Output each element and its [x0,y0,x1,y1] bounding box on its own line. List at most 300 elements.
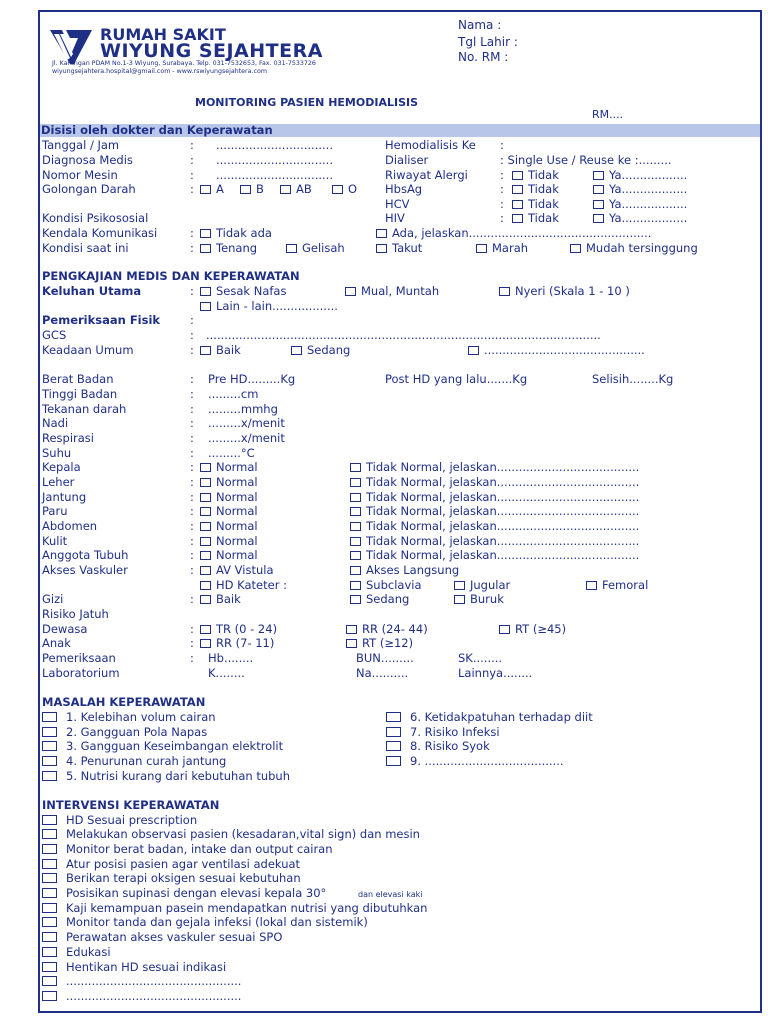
form-text-value: Kondisi saat ini [42,241,129,255]
checkbox-option[interactable] [512,168,559,182]
checkbox-option[interactable] [386,725,500,739]
form-text-value: Ya.................. [609,197,688,211]
form-text-value: Jugular [470,578,511,592]
form-text [356,651,414,665]
checkbox[interactable] [200,463,211,472]
form-text [42,666,120,680]
checkbox-option[interactable] [350,534,639,548]
form-text-value: Sedang [307,343,351,357]
form-text-value: .........°C [208,446,255,460]
form-text [190,138,194,152]
checkbox[interactable] [593,200,604,209]
checkbox-option[interactable] [280,182,312,196]
form-text-value: Tidak Normal, jelaskan....................................... [366,519,640,533]
form-text [42,475,74,489]
checkbox[interactable] [454,581,465,590]
form-text-value: : [190,402,194,416]
form-text-value: : [190,182,194,196]
checkbox-option[interactable] [200,182,224,196]
checkbox[interactable] [512,185,523,194]
form-text-value: Dialiser [385,153,429,167]
form-text-value: Buruk [470,592,504,606]
form-text-value: Kepala [42,460,81,474]
form-text [500,138,504,152]
form-text [500,182,504,196]
checkbox-option[interactable] [499,284,630,298]
form-text [208,666,245,680]
checkbox-option[interactable] [376,241,422,255]
form-text-value: HD Kateter : [216,578,287,592]
form-text-value: dan elevasi kaki [358,890,423,899]
checkbox[interactable] [42,947,57,957]
checkbox-option[interactable] [200,460,258,474]
checkbox[interactable] [350,507,361,516]
form-text-value: Ya.................. [609,168,688,182]
checkbox[interactable] [200,185,211,194]
form-text [190,475,194,489]
checkbox[interactable] [386,727,401,737]
checkbox[interactable] [200,639,211,648]
checkbox-option[interactable] [454,592,504,606]
checkbox-option[interactable] [593,211,687,225]
checkbox-option[interactable] [586,578,648,592]
form-text [190,446,194,460]
checkbox[interactable] [350,522,361,531]
checkbox[interactable] [42,991,57,1001]
form-text-value: : [190,138,194,152]
checkbox-option[interactable] [593,168,687,182]
checkbox-option[interactable] [350,475,639,489]
checkbox-option[interactable] [345,284,439,298]
checkbox-option[interactable] [350,490,639,504]
form-text [385,138,476,152]
checkbox[interactable] [350,493,361,502]
checkbox-option[interactable] [42,827,420,841]
checkbox-option[interactable] [42,930,282,944]
checkbox-option[interactable] [512,197,559,211]
form-text-value: Baik [216,592,241,606]
checkbox-option[interactable] [386,710,593,724]
checkbox-option[interactable] [346,622,428,636]
checkbox[interactable] [42,888,57,898]
checkbox[interactable] [350,478,361,487]
form-text [385,168,468,182]
form-text-value: : [190,226,194,240]
form-text-value: ................................................ [66,974,242,988]
form-text [42,313,160,327]
checkbox[interactable] [200,581,211,590]
form-text [190,328,194,342]
form-text-value: Paru [42,504,68,518]
checkbox[interactable] [386,756,401,766]
form-text [42,534,67,548]
form-text [206,328,601,342]
form-text-value: A [216,182,224,196]
checkbox[interactable] [280,185,291,194]
checkbox[interactable] [350,595,361,604]
checkbox[interactable] [286,244,297,253]
form-text-value: Melakukan observasi pasien (kesadaran,vital sign) dan mesin [66,827,420,841]
form-title: MONITORING PASIEN HEMODIALISIS [195,96,419,109]
checkbox-option[interactable] [468,343,645,357]
form-text-value: HbsAg [385,182,423,196]
form-text [208,431,285,445]
checkbox[interactable] [350,566,361,575]
form-text-value: Monitor tanda dan gejala infeksi (lokal dan sistemik) [66,915,368,929]
form-text [208,416,285,430]
checkbox-option[interactable] [512,211,559,225]
checkbox[interactable] [42,712,57,722]
checkbox[interactable] [346,625,357,634]
form-text-value: : [190,622,194,636]
checkbox[interactable] [42,727,57,737]
form-text-value: SK........ [458,651,503,665]
form-text-value: Pre HD.........Kg [208,372,296,386]
checkbox[interactable] [350,463,361,472]
form-text-value: : [190,328,194,342]
form-text [42,519,97,533]
form-text-value: Femoral [602,578,649,592]
form-text [385,211,405,225]
checkbox[interactable] [200,625,211,634]
form-text [190,548,194,562]
checkbox[interactable] [350,551,361,560]
checkbox[interactable] [593,185,604,194]
checkbox-option[interactable] [499,622,566,636]
checkbox-option[interactable] [200,504,258,518]
form-text-value: ................................ [216,168,333,182]
checkbox-option[interactable] [200,519,258,533]
checkbox-option[interactable] [200,578,287,592]
form-text-value: Selisih........Kg [592,372,674,386]
checkbox-option[interactable] [386,739,490,753]
form-text-value: Diagnosa Medis [42,153,133,167]
form-text-value: RT (≥12) [362,636,414,650]
form-text [190,372,194,386]
checkbox-option[interactable] [350,460,639,474]
checkbox[interactable] [200,346,211,355]
hospital-contact: wiyungsejahtera.hospital@gmail.com - www.rswiyungsejahtera.com [52,68,267,75]
form-text-value: Anak [42,636,71,650]
form-text-value: Tenang [216,241,258,255]
form-text-value: 2. Gangguan Pola Napas [66,725,208,739]
form-text-value: Ada, jelaskan.................................................. [392,226,652,240]
checkbox[interactable] [376,244,387,253]
checkbox-option[interactable] [200,534,258,548]
form-text-value: Tidak Normal, jelaskan....................................... [366,534,640,548]
form-text-value: : [190,490,194,504]
form-text [42,328,66,342]
checkbox[interactable] [200,229,211,238]
checkbox-option[interactable] [454,578,510,592]
form-text [458,666,532,680]
form-text-value: : [190,431,194,445]
checkbox[interactable] [42,815,57,825]
checkbox-option[interactable] [42,974,241,988]
form-text [208,651,253,665]
checkbox[interactable] [386,741,401,751]
form-text [190,534,194,548]
checkbox-option[interactable] [200,475,258,489]
checkbox[interactable] [376,229,387,238]
checkbox-option[interactable] [200,636,274,650]
checkbox-option[interactable] [570,241,698,255]
form-text [190,651,194,665]
form-text [42,695,205,709]
form-text [42,416,68,430]
checkbox[interactable] [200,566,211,575]
checkbox[interactable] [42,976,57,986]
checkbox[interactable] [512,171,523,180]
checkbox-option[interactable] [42,754,226,768]
checkbox[interactable] [476,244,487,253]
checkbox[interactable] [42,741,57,751]
checkbox[interactable] [240,185,251,194]
form-text-value: HIV [385,211,405,225]
form-text-value: Dewasa [42,622,88,636]
checkbox-option[interactable] [346,636,413,650]
form-text-value: ............................................................................................................ [206,328,601,342]
form-text-value: : [500,197,504,211]
form-text [42,182,136,196]
checkbox-option[interactable] [200,490,258,504]
band-label: Disisi oleh dokter dan Keperawatan [41,123,273,137]
form-text-value: Edukasi [66,945,111,959]
checkbox-option[interactable] [200,226,272,240]
form-text-value: Leher [42,475,75,489]
checkbox-option[interactable] [593,182,687,196]
checkbox-option[interactable] [332,182,357,196]
form-text [356,666,408,680]
form-text-value: Normal [216,504,258,518]
form-text-value: Tidak Normal, jelaskan....................................... [366,490,640,504]
checkbox-option[interactable] [42,739,283,753]
checkbox[interactable] [570,244,581,253]
checkbox-option[interactable] [593,197,687,211]
form-text-value: Riwayat Alergi [385,168,468,182]
form-text-value: Mudah tersinggung [586,241,698,255]
form-text-value: : [500,168,504,182]
checkbox-option[interactable] [200,299,338,313]
checkbox-option[interactable] [200,563,274,577]
form-text [42,402,126,416]
form-text [358,888,422,902]
form-text-value: : [190,372,194,386]
checkbox[interactable] [200,551,211,560]
checkbox[interactable] [42,844,57,854]
checkbox[interactable] [332,185,343,194]
form-text-value: Akses Langsung [366,563,460,577]
checkbox-option[interactable] [240,182,264,196]
checkbox[interactable] [200,522,211,531]
form-text-value: Golongan Darah [42,182,136,196]
form-text-value: Lainnya........ [458,666,533,680]
checkbox-option[interactable] [376,226,651,240]
checkbox[interactable] [468,346,479,355]
checkbox-option[interactable] [200,592,241,606]
checkbox[interactable] [386,712,401,722]
form-text-value: Pemeriksaan [42,651,116,665]
form-text [216,168,333,182]
form-text-value: Posisikan supinasi dengan elevasi kepala 30° [66,886,327,900]
checkbox-option[interactable] [42,813,197,827]
checkbox-option[interactable] [42,945,111,959]
form-text-value: Nyeri (Skala 1 - 10 ) [515,284,630,298]
form-text-value: 3. Gangguan Keseimbangan elektrolit [66,739,284,753]
form-text [190,416,194,430]
checkbox-option[interactable] [42,960,226,974]
form-text-value: Post HD yang lalu.......Kg [385,372,528,386]
checkbox-option[interactable] [350,504,639,518]
checkbox[interactable] [350,537,361,546]
form-text [42,226,157,240]
checkbox-option[interactable] [350,548,639,562]
checkbox-option[interactable] [42,901,427,915]
form-text-value: 6. Ketidakpatuhan terhadap diit [410,710,593,724]
form-text [208,446,255,460]
checkbox-option[interactable] [200,284,286,298]
checkbox-option[interactable] [386,754,564,768]
checkbox-option[interactable] [350,592,409,606]
hospital-name-line1: RUMAH SAKIT [100,25,226,44]
checkbox-option[interactable] [350,563,459,577]
form-text-value: Tidak [528,182,559,196]
form-text [42,622,87,636]
form-text [500,197,504,211]
checkbox-option[interactable] [42,915,368,929]
form-text [190,504,194,518]
form-text-value: Mual, Muntah [361,284,440,298]
checkbox-option[interactable] [200,622,277,636]
checkbox-option[interactable] [200,343,241,357]
form-text-value: : [190,563,194,577]
form-text-value: : [500,138,504,152]
form-text-value: Lain - lain.................. [216,299,338,313]
checkbox[interactable] [200,302,211,311]
form-text [190,622,194,636]
checkbox[interactable] [42,917,57,927]
form-text-value: Hentikan HD sesuai indikasi [66,960,227,974]
form-text [42,241,129,255]
form-text-value: : [190,651,194,665]
form-text [190,153,194,167]
checkbox[interactable] [454,595,465,604]
checkbox[interactable] [42,771,57,781]
checkbox[interactable] [200,478,211,487]
form-text-value: 5. Nutrisi kurang dari kebutuhan tubuh [66,769,290,783]
checkbox-option[interactable] [350,578,422,592]
form-text [42,138,119,152]
checkbox[interactable] [499,287,510,296]
form-text-value: Laboratorium [42,666,120,680]
form-text-value: .........x/menit [208,416,285,430]
form-text [190,284,194,298]
checkbox[interactable] [593,171,604,180]
patient-rm-label: No. RM : [458,50,509,64]
form-text [190,313,194,327]
form-text-value: HCV [385,197,410,211]
form-text-value: Normal [216,548,258,562]
checkbox-option[interactable] [350,519,639,533]
checkbox[interactable] [586,581,597,590]
checkbox[interactable] [200,537,211,546]
checkbox-option[interactable] [42,857,300,871]
checkbox-option[interactable] [476,241,528,255]
checkbox-option[interactable] [286,241,345,255]
checkbox[interactable] [42,932,57,942]
form-text-value: Abdomen [42,519,98,533]
form-text [190,343,194,357]
form-text-value: : [190,284,194,298]
checkbox-option[interactable] [42,769,290,783]
checkbox[interactable] [345,287,356,296]
checkbox-option[interactable] [42,710,216,724]
form-text-value: : [190,241,194,255]
checkbox[interactable] [42,829,57,839]
checkbox[interactable] [42,859,57,869]
checkbox[interactable] [512,200,523,209]
checkbox-option[interactable] [200,241,257,255]
checkbox[interactable] [42,873,57,883]
checkbox-option[interactable] [42,871,301,885]
checkbox-option[interactable] [42,725,207,739]
form-text [42,153,133,167]
checkbox-option[interactable] [42,886,326,900]
checkbox[interactable] [350,581,361,590]
checkbox[interactable] [346,639,357,648]
checkbox[interactable] [291,346,302,355]
checkbox[interactable] [42,903,57,913]
form-text [385,372,527,386]
form-text-value: B [256,182,264,196]
checkbox[interactable] [512,214,523,223]
checkbox[interactable] [499,625,510,634]
checkbox[interactable] [200,244,211,253]
form-text-value: .........x/menit [208,431,285,445]
form-text [42,798,219,812]
checkbox-option[interactable] [512,182,559,196]
form-text-value: AB [296,182,312,196]
checkbox[interactable] [200,507,211,516]
checkbox-option[interactable] [42,842,333,856]
form-text-value: Tidak Normal, jelaskan....................................... [366,475,640,489]
checkbox[interactable] [42,962,57,972]
form-text [216,153,333,167]
checkbox[interactable] [42,756,57,766]
form-text-value: BUN......... [356,651,414,665]
checkbox[interactable] [593,214,604,223]
form-text [208,372,295,386]
form-text [42,563,128,577]
form-text [42,636,71,650]
form-text [42,460,81,474]
form-text [592,372,673,386]
checkbox-option[interactable] [200,548,258,562]
form-text-value: Suhu [42,446,72,460]
form-text-value: Kendala Komunikasi [42,226,158,240]
form-text-value: Pemeriksaan Fisik [42,313,161,327]
form-text [42,284,141,298]
checkbox[interactable] [200,493,211,502]
form-text-value: Marah [492,241,529,255]
form-text-value: Tanggal / Jam [42,138,120,152]
checkbox[interactable] [200,595,211,604]
form-text-value: Nomor Mesin [42,168,118,182]
checkbox-option[interactable] [291,343,350,357]
checkbox[interactable] [200,287,211,296]
checkbox-option[interactable] [42,989,241,1003]
form-text-value: : Single Use / Reuse ke :......... [500,153,672,167]
